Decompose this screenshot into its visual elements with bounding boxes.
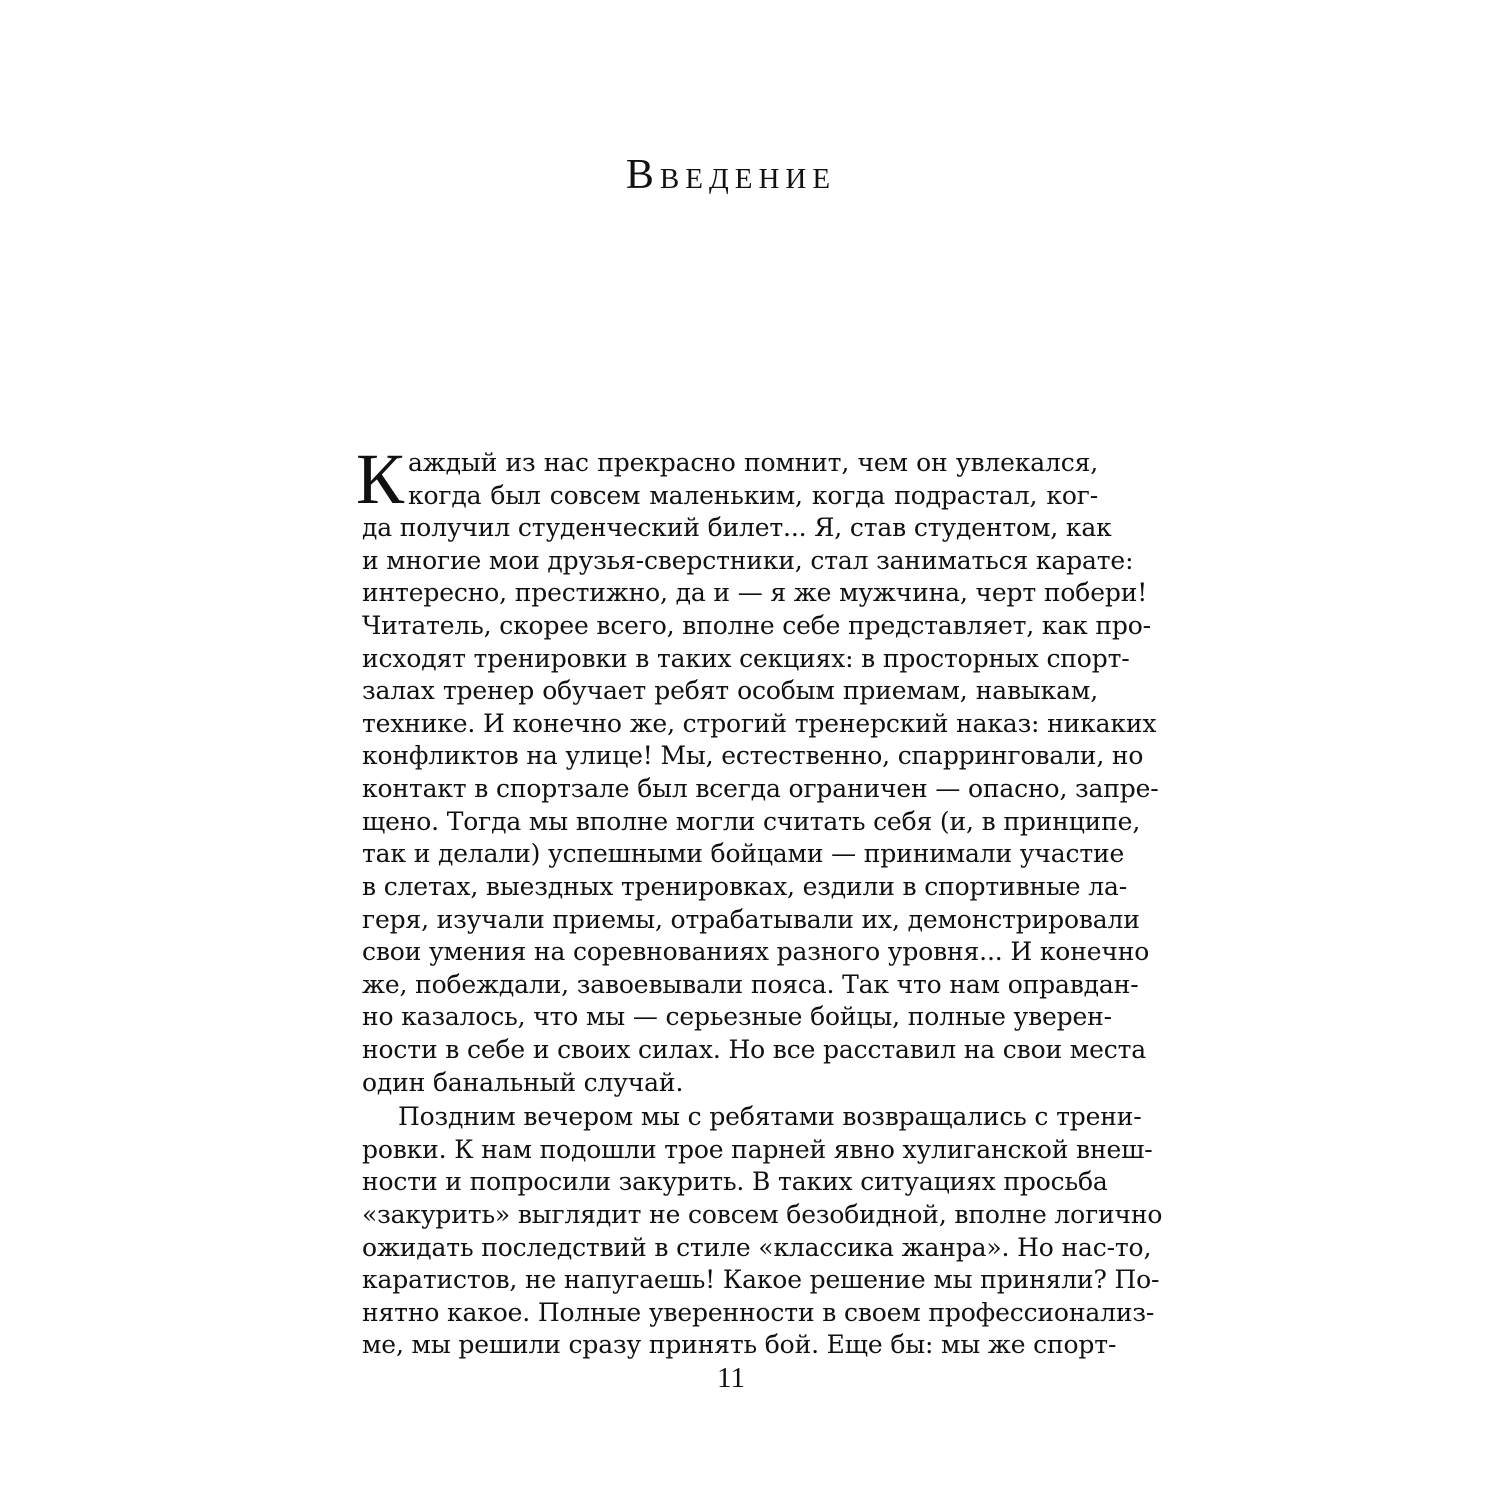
text-line: когда был совсем маленьким, когда подрастал, ког- <box>408 480 1098 510</box>
page-number: 11 <box>717 1362 745 1394</box>
text-line: и многие мои друзья-сверстники, стал заниматься карате: <box>362 545 1134 575</box>
text-line: так и делали) успешными бойцами — принимали участие <box>362 839 1125 869</box>
text-line: да получил студенческий билет... Я, став студентом, как <box>362 513 1112 543</box>
text-line: конфликтов на улице! Мы, естественно, спарринговали, но <box>362 741 1144 771</box>
text-line: залах тренер обучает ребят особым приемам, навыкам, <box>362 676 1098 706</box>
text-line: Поздним вечером мы с ребятами возвращались с трени- <box>398 1102 1142 1132</box>
text-line: ровки. К нам подошли трое парней явно хулиганской внеш- <box>362 1134 1153 1164</box>
text-line: же, побеждали, завоевывали пояса. Так что нам оправдан- <box>362 969 1139 999</box>
text-line: один банальный случай. <box>362 1067 684 1097</box>
text-line: ности и попросили закурить. В таких ситуациях просьба <box>362 1167 1108 1197</box>
text-line: ности в себе и своих силах. Но все расставил на свои места <box>362 1034 1147 1064</box>
chapter-title: Введение <box>625 152 837 198</box>
text-line: но казалось, что мы — серьезные бойцы, полные уверен- <box>362 1002 1112 1032</box>
text-line: технике. И конечно же, строгий тренерский наказ: никаких <box>362 708 1157 738</box>
text-line: свои умения на соревнованиях разного уровня... И конечно <box>362 937 1150 967</box>
drop-cap: К <box>356 439 405 519</box>
text-line: «закурить» выглядит не совсем безобидной, вполне логично <box>362 1200 1163 1230</box>
text-line: интересно, престижно, да и — я же мужчина, черт побери! <box>362 578 1148 608</box>
text-line: нятно какое. Полные уверенности в своем профессионализ- <box>362 1297 1155 1327</box>
body-text <box>356 439 1163 1362</box>
text-line: Читатель, скорее всего, вполне себе представляет, как про- <box>362 611 1151 641</box>
text-line: каратистов, не напугаешь! Какое решение мы приняли? По- <box>362 1265 1160 1295</box>
text-line: в слетах, выездных тренировках, ездили в спортивные ла- <box>362 871 1128 901</box>
text-line: щено. Тогда мы вполне могли считать себя (и, в принципе, <box>362 806 1141 836</box>
text-line: аждый из нас прекрасно помнит, чем он увлекался, <box>408 448 1098 477</box>
text-line: ожидать последствий в стиле «классика жанра». Но нас-то, <box>362 1232 1152 1262</box>
text-line: ме, мы решили сразу принять бой. Еще бы: мы же спорт- <box>362 1330 1117 1360</box>
text-line: исходят тренировки в таких секциях: в просторных спорт- <box>362 643 1130 673</box>
text-line: контакт в спортзале был всегда ограничен — опасно, запре- <box>362 774 1159 804</box>
text-line: геря, изучали приемы, отрабатывали их, демонстрировали <box>362 904 1140 934</box>
